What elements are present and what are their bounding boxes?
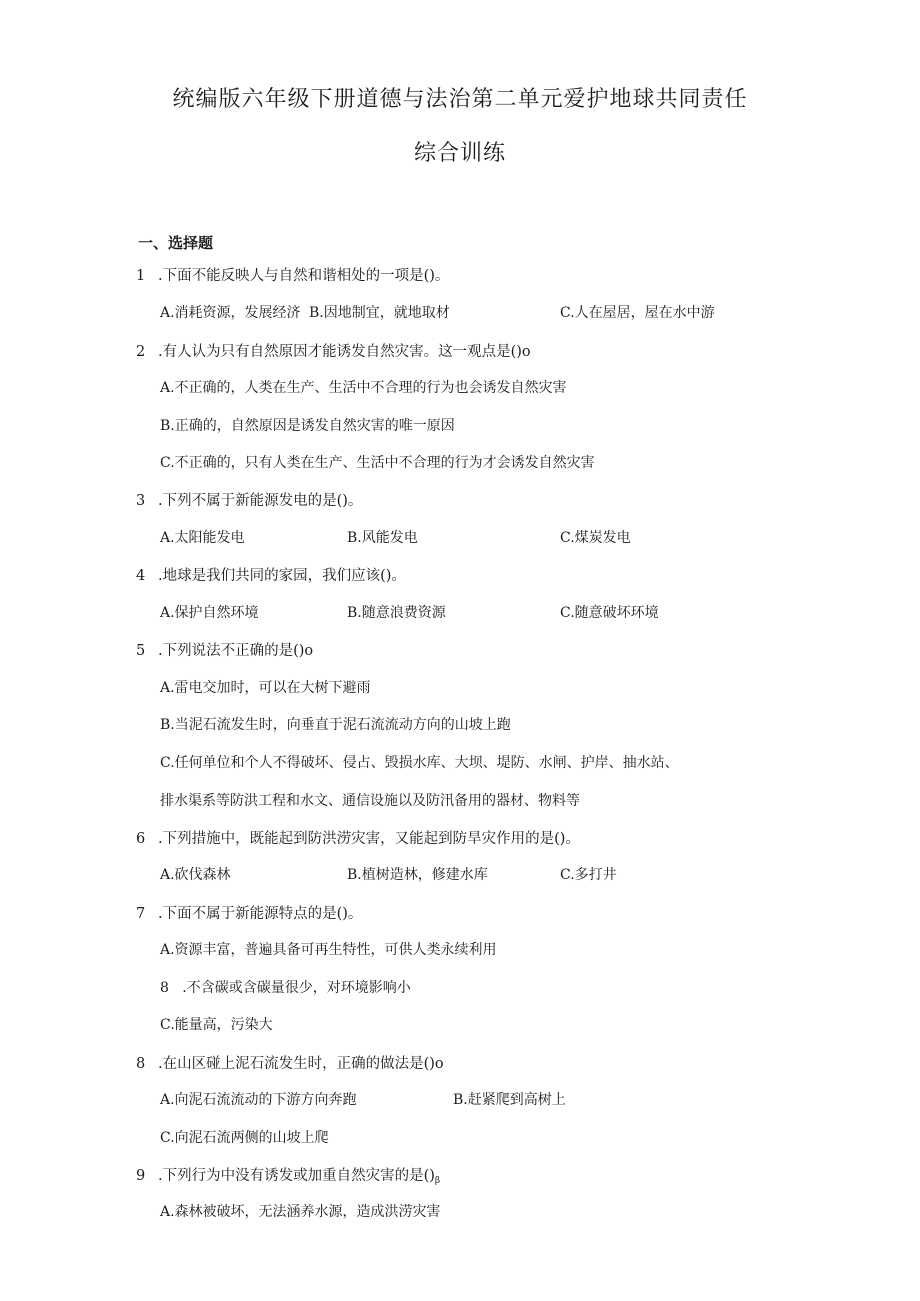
option: B.赶紧爬到高树上 (453, 1092, 566, 1108)
option: C.能量高，污染大 (160, 1017, 273, 1033)
question-text: .下列行为中没有诱发或加重自然灾害的是() (158, 1168, 435, 1184)
question-text: .有人认为只有自然原因才能诱发自然灾害。这一观点是()o (158, 344, 531, 360)
option: A.资源丰富，普遍具备可再生特性，可供人类永续利用 (160, 942, 497, 958)
question-8 (136, 1052, 444, 1073)
option: C.向泥石流两侧的山坡上爬 (160, 1130, 329, 1146)
question-number: 8 (136, 1056, 146, 1072)
option: A.不正确的，人类在生产、生活中不合理的行为也会诱发自然灾害 (160, 380, 567, 396)
section-heading: 一、选择题 (138, 234, 214, 252)
document-subtitle: 综合训练 (413, 141, 506, 166)
option: B.植树造林，修建水库 (347, 867, 488, 883)
option: C.不正确的，只有人类在生产、生活中不合理的行为才会诱发自然灾害 (160, 455, 595, 471)
option: A.森林被破坏，无法涵养水源，造成洪涝灾害 (160, 1204, 441, 1220)
question-suffix: β (434, 1176, 441, 1186)
question-number: 1 (136, 268, 146, 284)
option: A.雷电交加时，可以在大树下避雨 (160, 680, 371, 696)
option-label: 8 (160, 980, 169, 996)
question-7 (136, 902, 362, 923)
question-text: .在山区碰上泥石流发生时，正确的做法是()o (158, 1056, 444, 1072)
option: B.因地制宜，就地取材 (309, 305, 450, 321)
question-number: 5 (136, 643, 146, 659)
question-number: 4 (136, 568, 146, 584)
option: C.任何单位和个人不得破坏、侵占、毁损水库、大坝、堤防、水闸、护岸、抽水站、 (160, 755, 679, 771)
question-5 (136, 639, 313, 660)
question-1 (136, 264, 449, 285)
option: A.太阳能发电 (160, 530, 245, 546)
question-text: .地球是我们共同的家园，我们应该()。 (158, 568, 406, 584)
option: B.当泥石流发生时，向垂直于泥石流流动方向的山坡上跑 (160, 717, 511, 733)
question-2 (136, 340, 531, 361)
question-text: .下列措施中，既能起到防洪涝灾害，又能起到防旱灾作用的是()。 (158, 831, 580, 847)
option: C.人在屋居，屋在水中游 (560, 305, 715, 321)
question-number: 6 (136, 831, 146, 847)
question-3 (136, 489, 362, 510)
question-number: 2 (136, 344, 146, 360)
question-text: .下列不属于新能源发电的是()。 (158, 493, 363, 509)
option: A.砍伐森林 (160, 867, 231, 883)
option-continuation: 排水渠系等防洪工程和水文、通信设施以及防汛备用的器材、物料等 (160, 793, 580, 809)
option: B.正确的，自然原因是诱发自然灾害的唯一原因 (160, 418, 455, 434)
option: C.随意破坏环境 (560, 605, 659, 621)
question-9 (136, 1164, 440, 1186)
option-text: .不含碳或含碳量很少，对环境影响小 (182, 980, 411, 996)
question-4 (136, 564, 406, 585)
question-6 (136, 827, 580, 848)
question-number: 3 (136, 493, 146, 509)
question-text: .下面不属于新能源特点的是()。 (158, 906, 363, 922)
option: C.煤炭发电 (560, 530, 631, 546)
option: A.向泥石流流动的下游方向奔跑 (160, 1092, 357, 1108)
option (160, 977, 411, 997)
question-number: 7 (136, 906, 146, 922)
option: C.多打井 (560, 867, 617, 883)
question-number: 9 (136, 1168, 146, 1184)
question-text: .下面不能反映人与自然和谐相处的一项是()。 (158, 268, 450, 284)
option: B.风能发电 (347, 530, 418, 546)
document-title: 统编版六年级下册道德与法治第二单元爱护地球共同责任 (172, 87, 748, 112)
option: B.随意浪费资源 (347, 605, 446, 621)
option: A.保护自然环境 (160, 605, 259, 621)
option: A.消耗资源，发展经济 (160, 305, 301, 321)
question-text: .下列说法不正确的是()o (158, 643, 314, 659)
